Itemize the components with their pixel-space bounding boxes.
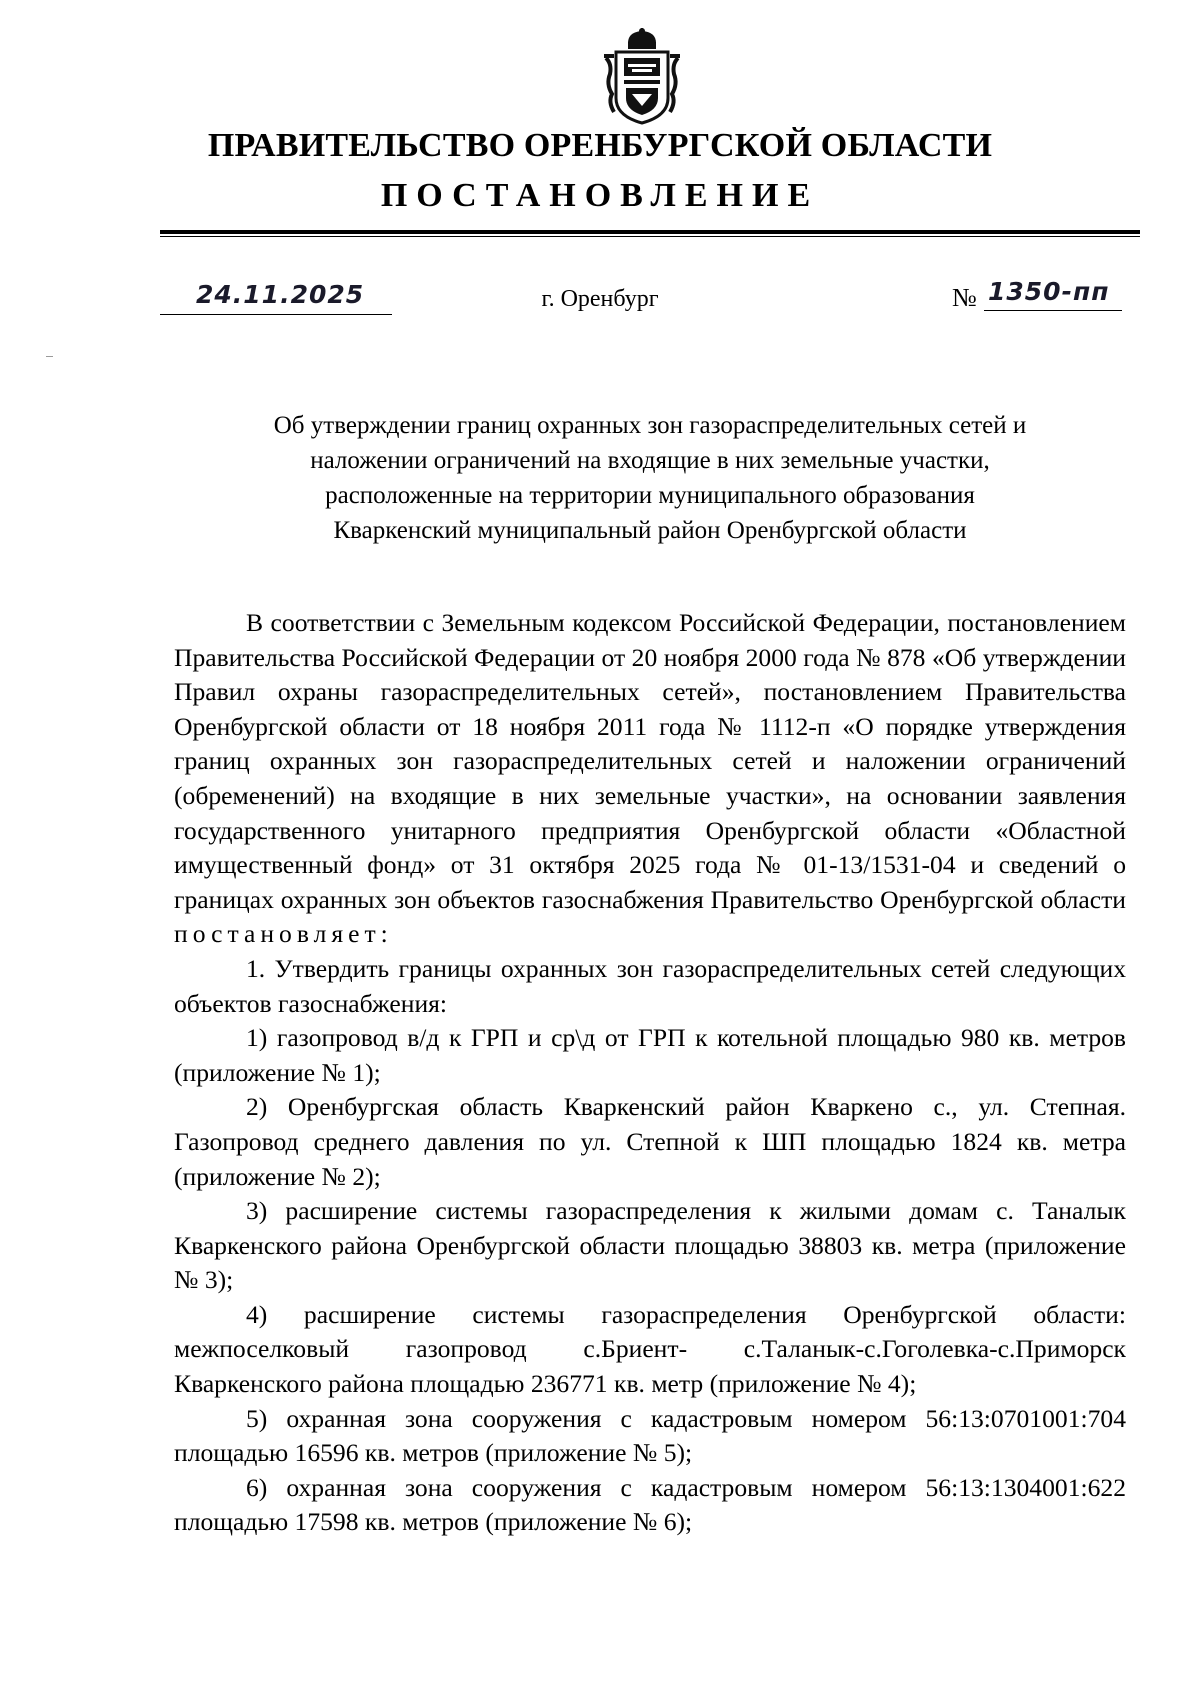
number-label: № (952, 283, 977, 312)
list-item: 2) Оренбургская область Кваркенский район Кваркено с., ул. Степная. Газопровод среднего давления по ул. Степной к ШП площадью 1824 кв. метра (приложение № 2); (174, 1092, 1126, 1191)
resolves-word: постановляет: (174, 919, 393, 949)
orenburg-coat-of-arms-icon (602, 28, 682, 126)
list-item: 1) газопровод в/д к ГРП и ср\д от ГРП к котельной площадью 980 кв. метров (приложение № 1); (174, 1023, 1126, 1087)
preamble-paragraph (174, 606, 1126, 952)
list-item: 6) охранная зона сооружения с кадастровым номером 56:13:1304001:622 площадью 17598 кв. метров (приложение № 6); (174, 1472, 1126, 1537)
organization-name: ПРАВИТЕЛЬСТВО ОРЕНБУРГСКОЙ ОБЛАСТИ (207, 127, 993, 164)
number-field (984, 277, 1122, 311)
document-title (160, 408, 1140, 548)
title-line: Кваркенский муниципальный район Оренбургской области (333, 517, 967, 544)
list-item: 5) охранная зона сооружения с кадастровым номером 56:13:0701001:704 площадью 16596 кв. метров (приложение № 5); (174, 1403, 1126, 1468)
title-line: расположенные на территории муниципального образования (325, 482, 975, 509)
title-line: Об утверждении границ охранных зон газораспределительных сетей и (273, 412, 1027, 439)
title-line: наложении ограничений на входящие в них земельные участки, (310, 447, 990, 474)
city: г. Оренбург (541, 286, 659, 312)
list-item: 3) расширение системы газораспределения к жилыми домам с. Таналык Кваркенского района Оренбургской области площадью 38803 кв. метра (приложение № 3); (174, 1196, 1126, 1295)
clause-1: 1. Утвердить границы охранных зон газораспределительных сетей следующих объектов газоснабжения: (174, 953, 1126, 1018)
header-divider (160, 230, 1140, 234)
header-divider-thin (160, 236, 1140, 237)
document-body (174, 606, 1126, 1540)
document-date: 24.11.2025 (196, 280, 365, 309)
document-type: ПОСТАНОВЛЕНИЕ (380, 177, 820, 214)
margin-mark (46, 356, 53, 357)
list-item: 4) расширение системы газораспределения Оренбургской области: межпоселковый газопровод с.Бриент- с.Таланык-с.Гоголевка-с.Приморск Кваркенского района площадью 236771 кв. метр (приложение № 4); (174, 1299, 1126, 1399)
document-number: 1350-пп (988, 277, 1110, 306)
preamble-text: В соответствии с Земельным кодексом Российской Федерации, постановлением Правительства Российской Федерации от 20 ноября 2000 года № 878 «Об утверждении Правил охраны газораспределительных сетей», постановлением Правительства Оренбургской области от 18 ноября 2011 года № 1112-п «О порядке утверждения границ охранных зон газораспределительных сетей и наложении ограничений (обременений) на входящие в них земельные участки», на основании заявления государственного унитарного предприятия Оренбургской области «Областной имущественный фонд» от 31 октября 2025 года № 01-13/1531-04 и сведений о границах охранных зон объектов газоснабжения Правительство Оренбургской области (174, 608, 1126, 914)
